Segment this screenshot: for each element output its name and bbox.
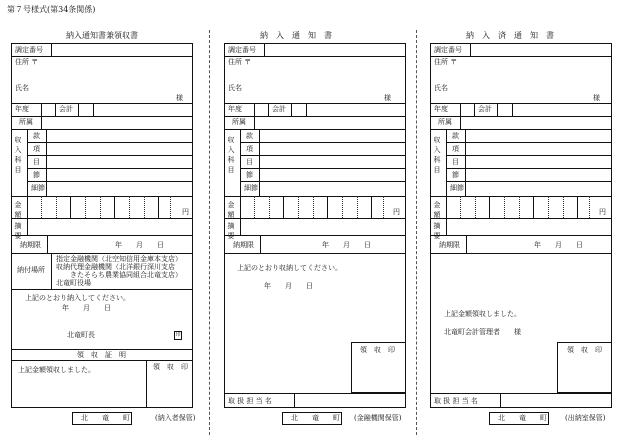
- nendo-label: 年度: [15, 105, 29, 113]
- slip2-ryoshu-in: 領 収 印: [360, 346, 395, 354]
- saisetsu-label: 細節: [244, 184, 258, 192]
- tekiyou-label: 摘要: [227, 222, 235, 240]
- nofu-place-2: 収納代理金融機関（北洋銀行深川支店: [56, 263, 175, 271]
- setsu-label: 節: [452, 171, 459, 179]
- slip2-keeper-note: (金融機関保管): [354, 414, 402, 422]
- shuunyuu-kamoku-label: 収入科目: [227, 136, 235, 174]
- kou-label: 項: [452, 145, 459, 153]
- slip1-town: 北 竜 町: [81, 414, 130, 422]
- setsu-label: 節: [246, 171, 253, 179]
- saisetsu-label: 細節: [450, 184, 464, 192]
- jusho-label: 住所 〒: [228, 58, 252, 66]
- jusho-label: 住所 〒: [15, 58, 39, 66]
- nounyuu-kigen-date: 年 月 日: [115, 241, 164, 249]
- slip3-toriatsukai: 取 扱 担 当 名: [434, 397, 478, 405]
- kaikei-label: 会計: [478, 105, 492, 113]
- moku-label: 目: [452, 158, 459, 166]
- nofu-place-4: 北竜町役場: [56, 279, 91, 287]
- en-label: 円: [182, 208, 189, 216]
- nounyuu-kigen-label: 納期限: [233, 241, 254, 249]
- saisetsu-label: 細節: [31, 184, 45, 192]
- ryoshu-shomei-label: 領 収 証 明: [77, 351, 126, 359]
- slip3-ryoshu-text: 上記金額領収しました。: [444, 310, 521, 318]
- slip1-keeper-note: (納入者保管): [155, 414, 196, 422]
- sama-label: 様: [384, 94, 391, 102]
- chotei-bango-label: 調定番号: [228, 46, 256, 54]
- mayor-label: 北竜町長: [67, 331, 95, 339]
- slip2-instruction: 上記のとおり収納してください。: [237, 264, 342, 272]
- slip3-ryoshu-in: 領 収 印: [567, 346, 602, 354]
- slip1-title: 納入通知書兼領収書: [66, 31, 138, 40]
- kan-label: 款: [246, 132, 253, 140]
- mayor-seal: 印: [175, 332, 181, 338]
- form-number-heading: 第７号様式(第34条関係): [7, 5, 96, 14]
- nounyuu-kigen-date: 年 月 日: [534, 241, 583, 249]
- moku-label: 目: [33, 158, 40, 166]
- slip2-title: 納 入 通 知 書: [260, 31, 332, 40]
- moku-label: 目: [246, 158, 253, 166]
- shuunyuu-kamoku-label: 収入科目: [14, 136, 22, 174]
- nofu-place-3: きたそらち農業協同組合北竜支店）: [56, 271, 182, 279]
- nounyuu-kigen-label: 納期限: [439, 241, 460, 249]
- kou-label: 項: [33, 145, 40, 153]
- kingaku-label: 金額: [14, 201, 22, 219]
- slip2-toriatsukai: 取 扱 担 当 名: [228, 397, 272, 405]
- kaikei-label: 会計: [59, 105, 73, 113]
- nendo-label: 年度: [228, 105, 242, 113]
- slip2-town: 北 竜 町: [291, 414, 340, 422]
- kan-label: 款: [452, 132, 459, 140]
- jusho-label: 住所 〒: [434, 58, 458, 66]
- sama-label: 様: [593, 94, 600, 102]
- slip1-ryoshu-text: 上記金額領収しました。: [18, 366, 95, 374]
- tekiyou-label: 摘要: [14, 222, 22, 240]
- tekiyou-label: 摘要: [433, 222, 441, 240]
- shimei-label: 氏名: [434, 84, 448, 92]
- setsu-label: 節: [33, 171, 40, 179]
- kou-label: 項: [246, 145, 253, 153]
- kingaku-label: 金額: [227, 201, 235, 219]
- cut-line-1: [209, 30, 210, 435]
- cut-line-2: [416, 30, 417, 435]
- shimei-label: 氏名: [228, 84, 242, 92]
- nofu-basho-label: 納付場所: [17, 266, 45, 274]
- slip1-instruction: 上記のとおり納入してください。: [25, 294, 130, 302]
- shozoku-label: 所属: [438, 118, 452, 126]
- slip2-date: 年 月 日: [264, 282, 313, 290]
- kaikei-label: 会計: [272, 105, 286, 113]
- chotei-bango-label: 調定番号: [434, 46, 462, 54]
- nendo-label: 年度: [434, 105, 448, 113]
- slip1-date: 年 月 日: [62, 304, 111, 312]
- slip3-town: 北 竜 町: [498, 414, 547, 422]
- en-label: 円: [599, 208, 606, 216]
- shuunyuu-kamoku-label: 収入科目: [433, 136, 441, 174]
- kingaku-label: 金額: [433, 201, 441, 219]
- sama-label: 様: [176, 94, 183, 102]
- kan-label: 款: [33, 132, 40, 140]
- nounyuu-kigen-date: 年 月 日: [322, 241, 371, 249]
- slip1-ryoshu-in: 領 収 印: [153, 363, 188, 371]
- shimei-label: 氏名: [15, 84, 29, 92]
- kaikei-kanrisha-label: 北竜町会計管理者 様: [444, 328, 521, 336]
- slip3-keeper-note: (出納室保管): [565, 414, 606, 422]
- en-label: 円: [393, 208, 400, 216]
- shozoku-label: 所属: [232, 118, 246, 126]
- shozoku-label: 所属: [19, 118, 33, 126]
- chotei-bango-label: 調定番号: [15, 46, 43, 54]
- slip3-title: 納 入 済 通 知 書: [466, 31, 554, 40]
- nofu-place-1: 指定金融機関（北空知信用金庫本支店）: [56, 255, 182, 263]
- nounyuu-kigen-label: 納期限: [20, 241, 41, 249]
